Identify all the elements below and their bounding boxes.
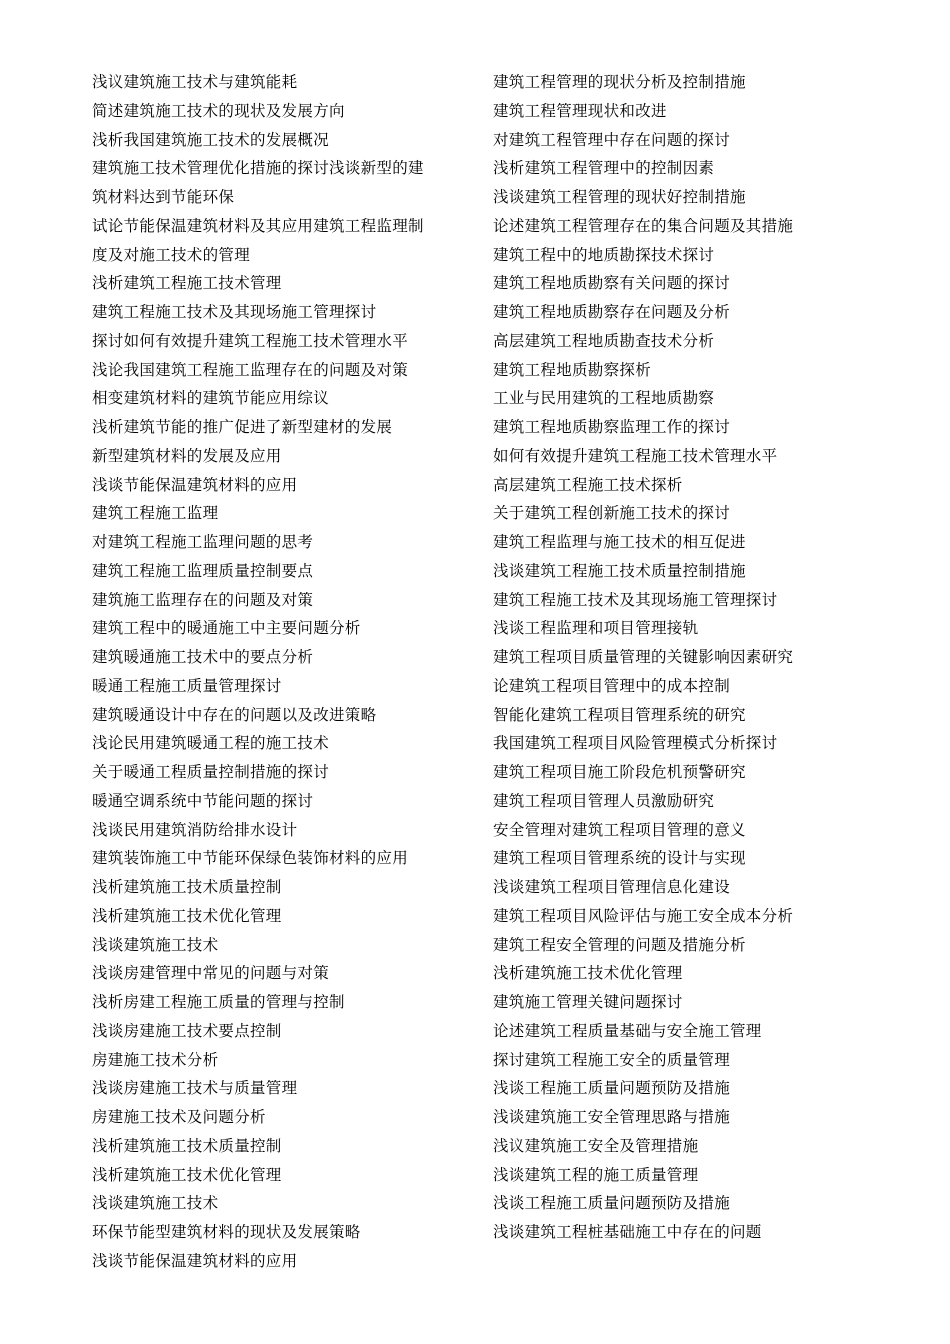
right-column-list-item: 论建筑工程项目管理中的成本控制 [493, 676, 731, 695]
right-column-list-item: 高层建筑工程施工技术探析 [493, 475, 683, 494]
left-column-list-item: 简述建筑施工技术的现状及发展方向 [92, 101, 345, 120]
left-column-list-item: 暖通空调系统中节能问题的探讨 [92, 791, 314, 810]
right-column-list-item: 建筑工程地质勘察探析 [493, 360, 652, 379]
left-column-list-item: 建筑工程施工技术及其现场施工管理探讨 [92, 303, 377, 321]
left-column-list-item: 建筑施工技术管理优化措施的探讨浅谈新型的建 [92, 159, 424, 178]
right-column-list-item: 建筑工程管理现状和改进 [493, 101, 667, 120]
left-column-list-item: 浅析建筑施工技术质量控制 [92, 1136, 282, 1155]
left-column-list-item: 对建筑工程施工监理问题的思考 [92, 533, 314, 551]
right-column-list-item: 浅谈工程施工质量问题预防及措施 [493, 1079, 731, 1098]
left-column-list-item: 浅谈节能保温建筑材料的应用 [92, 1251, 298, 1270]
left-title-list [92, 68, 457, 1276]
left-column-list-item: 新型建筑材料的发展及应用 [92, 446, 282, 465]
right-column-list-item: 建筑工程中的地质勘探技术探讨 [493, 245, 715, 264]
left-column-list-item: 建筑工程施工监理 [92, 504, 219, 523]
left-column-list-item: 试论节能保温建筑材料及其应用建筑工程监理制 [92, 216, 424, 235]
left-column-list-item: 建筑暖通施工技术中的要点分析 [92, 648, 314, 666]
right-column-list-item: 浅谈工程施工质量问题预防及措施 [493, 1194, 731, 1213]
right-column-list-item: 浅谈建筑施工安全管理思路与措施 [493, 1108, 731, 1126]
left-column-list-item: 浅谈房建施工技术要点控制 [92, 1021, 282, 1040]
right-column-list-item: 浅议建筑施工安全及管理措施 [493, 1136, 699, 1155]
left-column-list-item: 建筑暖通设计中存在的问题以及改进策略 [92, 705, 377, 724]
right-column-list-item: 建筑工程项目管理人员激励研究 [493, 791, 715, 810]
left-column-list-item: 建筑工程中的暖通施工中主要问题分析 [92, 619, 361, 638]
right-column-list-item: 智能化建筑工程项目管理系统的研究 [493, 705, 746, 724]
left-column-list-item: 浅析建筑施工技术质量控制 [92, 878, 282, 896]
left-column-list-item: 房建施工技术分析 [92, 1050, 219, 1069]
left-column-list-item: 度及对施工技术的管理 [92, 245, 251, 264]
right-title-list [493, 68, 823, 1247]
right-column-list-item: 浅谈建筑工程的施工质量管理 [493, 1165, 699, 1184]
left-column-list-item: 房建施工技术及问题分析 [92, 1108, 266, 1126]
left-column-list-item: 浅谈房建施工技术与质量管理 [92, 1079, 298, 1098]
left-column-list-item: 筑材料达到节能环保 [92, 188, 235, 206]
left-column-list-item: 建筑装饰施工中节能环保绿色装饰材料的应用 [92, 849, 409, 868]
left-column-list-item: 关于暖通工程质量控制措施的探讨 [92, 763, 330, 781]
right-column-list-item: 探讨建筑工程施工安全的质量管理 [493, 1050, 731, 1069]
left-column-list-item: 浅论民用建筑暖通工程的施工技术 [92, 734, 330, 753]
right-column-list-item: 建筑工程地质勘察有关问题的探讨 [493, 274, 731, 293]
right-column-list-item: 建筑工程项目风险评估与施工安全成本分析 [493, 906, 794, 925]
left-column-list-item: 浅谈节能保温建筑材料的应用 [92, 475, 298, 494]
right-column-list-item: 高层建筑工程地质勘查技术分析 [493, 331, 715, 350]
left-column-list-item: 环保节能型建筑材料的现状及发展策略 [92, 1223, 361, 1241]
left-column-list-item: 浅析我国建筑施工技术的发展概况 [92, 130, 330, 149]
right-column-list-item: 建筑施工管理关键问题探讨 [493, 993, 683, 1011]
left-column-list-item: 建筑工程施工监理质量控制要点 [92, 561, 314, 580]
right-column-list-item: 浅谈建筑工程桩基础施工中存在的问题 [493, 1223, 762, 1241]
right-column-list-item: 浅谈建筑工程施工技术质量控制措施 [493, 561, 746, 580]
right-column-list-item: 建筑工程项目管理系统的设计与实现 [493, 849, 746, 868]
right-column-list-item: 安全管理对建筑工程项目管理的意义 [493, 820, 746, 839]
left-column-list-item: 浅谈建筑施工技术 [92, 935, 219, 954]
right-column-list-item: 浅析建筑工程管理中的控制因素 [493, 159, 715, 178]
right-column-list-item: 建筑工程管理的现状分析及控制措施 [493, 73, 746, 91]
left-column-list-item: 浅议建筑施工技术与建筑能耗 [92, 73, 298, 91]
left-column-list-item: 浅谈房建管理中常见的问题与对策 [92, 964, 330, 983]
left-column-list-item: 浅析建筑工程施工技术管理 [92, 274, 282, 293]
right-column-list-item: 论述建筑工程管理存在的集合问题及其措施 [493, 216, 794, 235]
right-column-list-item: 浅谈工程监理和项目管理接轨 [493, 619, 699, 638]
left-column-list-item: 浅谈民用建筑消防给排水设计 [92, 820, 298, 839]
left-column-list-item: 浅析房建工程施工质量的管理与控制 [92, 993, 345, 1011]
right-column-list-item: 建筑工程项目施工阶段危机预警研究 [493, 763, 746, 781]
right-column-list-item: 浅谈建筑工程管理的现状好控制措施 [493, 188, 746, 206]
left-column-list-item: 浅谈建筑施工技术 [92, 1194, 219, 1213]
right-column-list-item: 建筑工程安全管理的问题及措施分析 [493, 935, 746, 954]
right-column-list-item: 浅析建筑施工技术优化管理 [493, 964, 683, 983]
right-column-list-item: 建筑工程项目质量管理的关键影响因素研究 [493, 648, 794, 666]
right-column-list-item: 如何有效提升建筑工程施工技术管理水平 [493, 446, 778, 465]
left-column-list-item: 浅析建筑节能的推广促进了新型建材的发展 [92, 418, 393, 436]
left-column-list-item: 浅析建筑施工技术优化管理 [92, 1165, 282, 1184]
right-column-list-item: 对建筑工程管理中存在问题的探讨 [493, 130, 731, 149]
right-column-list-item: 浅谈建筑工程项目管理信息化建设 [493, 878, 731, 896]
left-column-list-item: 浅论我国建筑工程施工监理存在的问题及对策 [92, 360, 409, 379]
left-column-list-item: 建筑施工监理存在的问题及对策 [92, 590, 314, 609]
left-column-list-item: 暖通工程施工质量管理探讨 [92, 676, 282, 695]
right-column-list-item: 论述建筑工程质量基础与安全施工管理 [493, 1021, 762, 1040]
right-column-list-item: 我国建筑工程项目风险管理模式分析探讨 [493, 734, 778, 753]
right-column-list-item: 工业与民用建筑的工程地质勘察 [493, 389, 715, 408]
left-column-list-item: 相变建筑材料的建筑节能应用综议 [92, 389, 330, 408]
right-column-list-item: 建筑工程监理与施工技术的相互促进 [493, 533, 746, 551]
right-column-list-item: 建筑工程施工技术及其现场施工管理探讨 [493, 590, 778, 609]
right-column-list-item: 建筑工程地质勘察存在问题及分析 [493, 303, 731, 321]
left-column-list-item: 探讨如何有效提升建筑工程施工技术管理水平 [92, 331, 409, 350]
right-column-list-item: 关于建筑工程创新施工技术的探讨 [493, 504, 731, 523]
right-column-list-item: 建筑工程地质勘察监理工作的探讨 [493, 418, 731, 436]
left-column-list-item: 浅析建筑施工技术优化管理 [92, 906, 282, 925]
